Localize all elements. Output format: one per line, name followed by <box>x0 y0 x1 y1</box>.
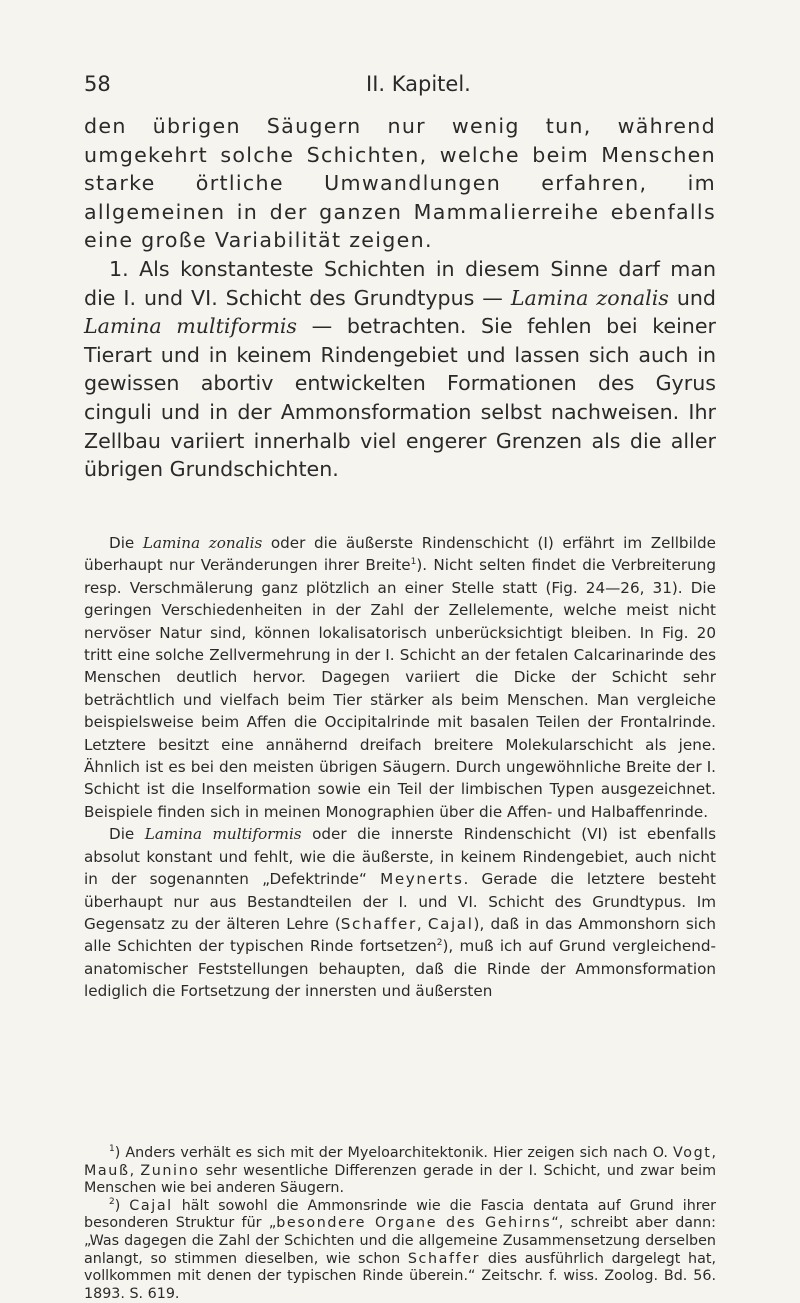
paragraph-section-1: 1. Als konstanteste Schichten in diesem Sinne darf man die I. und VI. Schicht des Grundtypus — Lamina zonalis und Lamina multiformis — betrachten. Sie fehlen bei keiner Tierart und in keinem Rindengebiet und lassen sich auch in gewissen abortiv entwickelten Formationen des Gyrus cinguli und in der Ammonsformation selbst nachweisen. Ihr Zellbau variiert innerhalb viel engerer Grenzen als die aller übrigen Grundschichten. <box>84 256 716 482</box>
term-lamina-multiformis: Lamina multiformis <box>84 314 298 339</box>
paragraph-continuation: den übrigen Säugern nur wenig tun, während umgekehrt solche Schichten, welche beim Menschen starke örtliche Umwandlungen erfahren, im allgemeinen in der ganzen Mammalierreihe ebenfalls eine große Variabilität zeigen. <box>84 114 716 253</box>
paragraph-lamina-multiformis: Die Lamina multiformis oder die innerste Rindenschicht (VI) ist ebenfalls absolut konstant und fehlt, wie die äußerste, in keinem Rindengebiet, auch nicht in der sogenannten „Defektrinde“ Meynerts. Gerade die letztere besteht überhaupt nur aus Bestandteilen der I. und VI. Schicht des Grundtypus. Im Gegensatz zu der älteren Lehre (Schaffer, Cajal), daß in das Ammonshorn sich alle Schichten der typischen Rinde fortsetzen$^2$), muß ich auf Grund vergleichend-anatomischer Feststellungen behaupten, daß die Rinde der Ammonsformation lediglich die Fortsetzung der innersten und äußersten <box>84 825 716 1001</box>
running-title: II. Kapitel. <box>366 72 471 96</box>
footnotes <box>84 1145 716 1303</box>
term-lamina-zonalis: Lamina zonalis <box>510 285 669 310</box>
page-header <box>84 72 716 102</box>
footnote-ref-1: 1 <box>410 557 417 568</box>
main-text-small <box>84 532 716 1003</box>
author-name: Schaffer <box>340 914 417 933</box>
footnote-1: $^1$) Anders verhält es sich mit der Myeloarchitektonik. Hier zeigen sich nach O. Vogt, Mauß, Zunino sehr wesentliche Differenzen gerade in der I. Schicht, und zwar beim Menschen wie bei anderen Säugern. <box>84 1144 717 1197</box>
author-name: Cajal <box>427 914 474 933</box>
page-number: 58 <box>84 72 111 96</box>
footnote-ref-2: 2 <box>436 938 443 949</box>
main-text-large <box>84 112 716 484</box>
author-name: Meynerts <box>380 870 464 889</box>
footnote-2: $^2$) Cajal hält sowohl die Ammonsrinde wie die Fascia dentata auf Grund ihrer besonderen Struktur für „besondere Organe des Gehirns“, schreibt aber dann: „Was dagegen die Zahl der Schichten und die allgemeine Zusammensetzung derselben anlangt, so stimmen dieselben, wie schon Schaffer dies ausführlich dargelegt hat, vollkommen mit denen der typischen Rinde überein.“ Zeitschr. f. wiss. Zoolog. Bd. 56. 1893. S. 619. <box>84 1197 717 1302</box>
paragraph-lamina-zonalis: Die Lamina zonalis oder die äußerste Rindenschicht (I) erfährt im Zellbilde überhaupt nur Veränderungen ihrer Breite$^1$). Nicht selten findet die Verbreiterung resp. Verschmälerung ganz plötzlich an einer Stelle statt (Fig. 24—26, 31). Die geringen Verschiedenheiten in der Zahl der Zellelemente, welche meist nicht nervöser Natur sind, können lokalisatorisch unberücksichtigt bleiben. In Fig. 20 tritt eine solche Zellvermehrung in der I. Schicht an der fetalen Calcarinarinde des Menschen deutlich hervor. Dagegen variiert die Dicke der Schicht sehr beträchtlich und vielfach beim Tier stärker als beim Menschen. Man vergleiche beispielsweise beim Affen die Occipitalrinde mit basalen Teilen der Frontalrinde. Letztere besitzt eine annähernd dreifach breitere Molekularschicht als jene. Ähnlich ist es bei den meisten übrigen Säugern. Durch ungewöhnliche Breite der I. Schicht ist die Inselformation sowie ein Teil der limbischen Typen ausgezeichnet. Beispiele finden sich in meinen Monographien über die Affen- und Halbaffenrinde. <box>84 534 716 821</box>
